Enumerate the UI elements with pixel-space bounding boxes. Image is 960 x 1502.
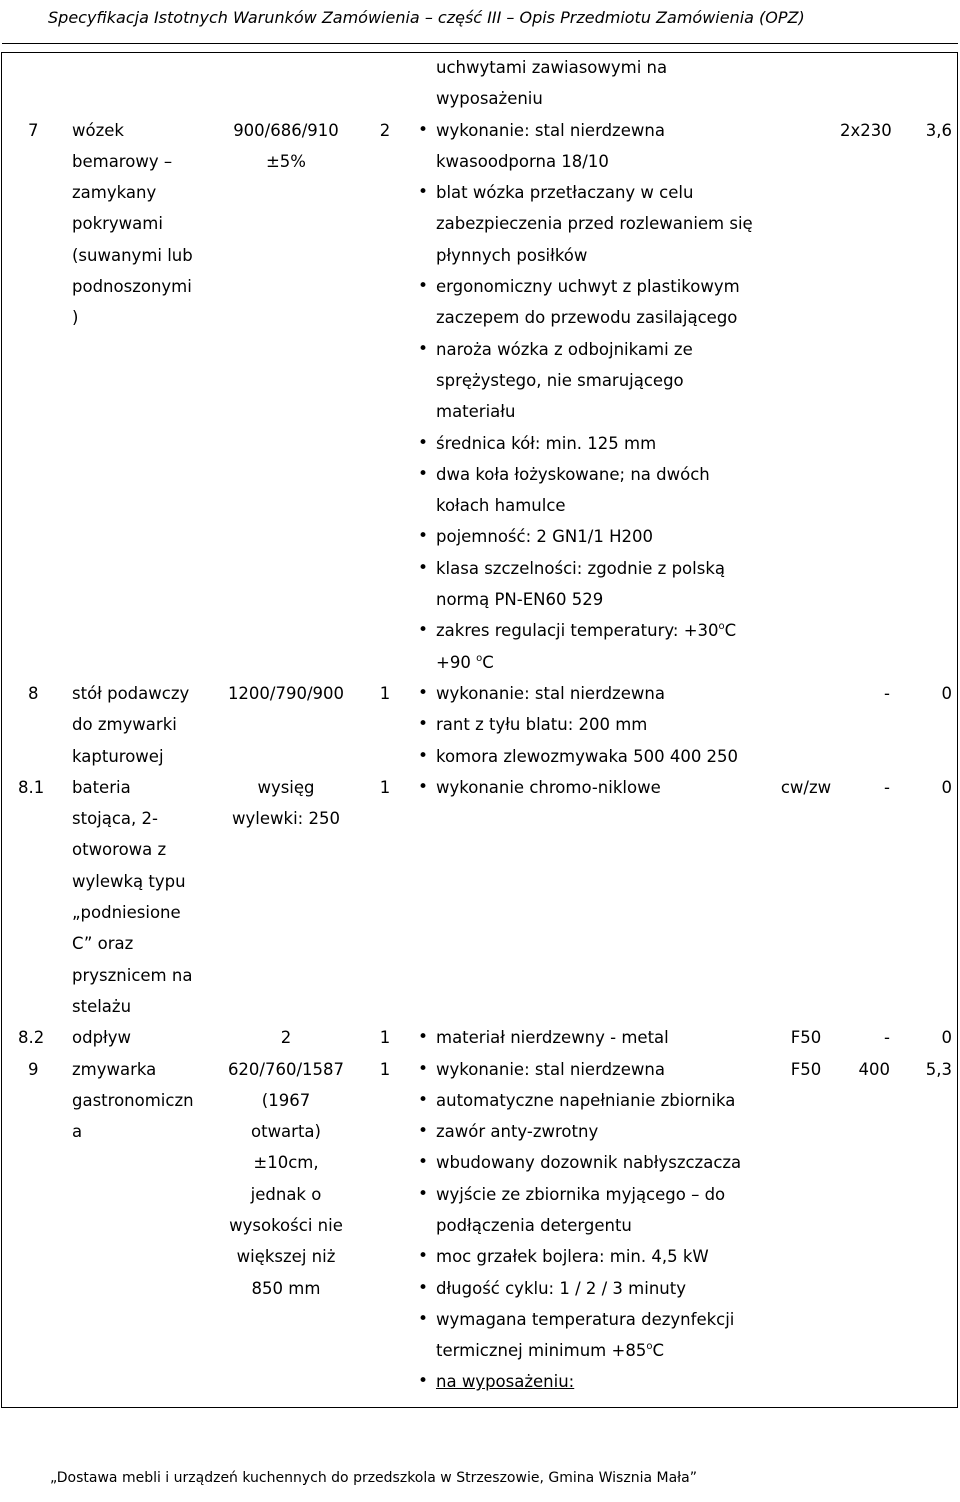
- item-quantity: 1: [379, 1059, 391, 1079]
- dimension-line: ±10cm,: [253, 1153, 319, 1173]
- feature-list: [408, 52, 772, 115]
- feature-item: [408, 177, 772, 271]
- feature-item: [408, 1304, 772, 1367]
- feature-item: [408, 1054, 772, 1085]
- dimension-line: 850 mm: [251, 1278, 321, 1298]
- item-name-line: stojąca, 2-: [72, 809, 158, 829]
- item-number: 9: [28, 1059, 39, 1079]
- feature-line: sprężystego, nie smarującego: [436, 370, 684, 390]
- feature-line: • wykonanie: stal nierdzewna: [436, 1059, 665, 1079]
- item-number: 8: [28, 683, 39, 703]
- feature-item: [408, 1022, 772, 1053]
- feature-line: [436, 647, 772, 678]
- feature-list: [408, 1022, 772, 1053]
- table-row: [2, 1022, 958, 1053]
- item-name-line: prysznicem na: [72, 965, 193, 985]
- feature-item: [408, 1085, 772, 1116]
- feature-list: [408, 678, 772, 772]
- feature-line: • długość cyklu: 1 / 2 / 3 minuty: [436, 1278, 686, 1298]
- feature-line: • średnica kół: min. 125 mm: [436, 433, 657, 453]
- feature-item: [408, 1147, 772, 1178]
- item-power: -: [884, 683, 890, 703]
- dimension-line: wylewki: 250: [232, 809, 340, 829]
- temperature-unit: C: [482, 652, 494, 672]
- item-name-line: kapturowej: [72, 746, 164, 766]
- feature-line: • wbudowany dozownik nabłyszczacza: [436, 1153, 742, 1173]
- feature-line: wyposażeniu: [436, 89, 543, 109]
- feature-item: [408, 115, 772, 178]
- feature-line: zabezpieczenia przed rozlewaniem się: [436, 214, 753, 234]
- item-name-line: do zmywarki: [72, 715, 177, 735]
- feature-item: [408, 741, 772, 772]
- item-name-line: otworowa z: [72, 840, 167, 860]
- item-quantity: 2: [379, 120, 391, 140]
- feature-line: zaczepem do przewodu zasilającego: [436, 308, 738, 328]
- item-dimensions: [210, 115, 362, 678]
- table-row-continuation: [2, 52, 958, 115]
- feature-line: • moc grzałek bojlera: min. 4,5 kW: [436, 1247, 709, 1267]
- dimension-line: większej niż: [236, 1247, 336, 1267]
- item-connection: [772, 115, 840, 678]
- temperature-range-to: +90: [436, 652, 471, 672]
- item-name-line: ): [72, 308, 79, 328]
- header-title: Specyfikacja Istotnych Warunków Zamówienia – część III – Opis Przedmiotu Zamówienia (OPZ): [48, 8, 805, 27]
- temperature-range-from: zakres regulacji temperatury: +30: [436, 621, 719, 641]
- feature-item: [408, 459, 772, 522]
- dimension-line: 1200/790/900: [227, 683, 345, 703]
- item-name-line: odpływ: [72, 1028, 131, 1048]
- item-area: 3,6: [925, 120, 952, 140]
- table-row: [2, 1054, 958, 1398]
- table-border-bottom: [1, 1407, 958, 1408]
- feature-line: normą PN-EN60 529: [436, 590, 604, 610]
- item-name-line: C” oraz: [72, 934, 134, 954]
- item-number: 7: [28, 120, 39, 140]
- feature-item: [408, 553, 772, 616]
- feature-line: płynnych posiłków: [436, 245, 588, 265]
- feature-item: [408, 1179, 772, 1242]
- feature-list: [408, 115, 772, 678]
- item-quantity: 1: [379, 777, 391, 797]
- dimension-line: jednak o: [250, 1184, 322, 1204]
- feature-line: • materiał nierdzewny - metal: [436, 1028, 669, 1048]
- feature-line: materiału: [436, 402, 516, 422]
- feature-item: [408, 521, 772, 552]
- degree-sign: o: [646, 1341, 653, 1353]
- feature-line: • automatyczne napełnianie zbiornika: [436, 1090, 736, 1110]
- item-area: 0: [941, 1028, 952, 1048]
- feature-item: [408, 1241, 772, 1272]
- feature-line: • wykonanie: stal nierdzewna: [436, 120, 665, 140]
- item-connection: [772, 678, 840, 772]
- dimension-line: otwarta): [251, 1122, 321, 1142]
- item-name-line: stół podawczy: [72, 683, 190, 703]
- table-row: [2, 678, 958, 772]
- item-area: 5,3: [925, 1059, 952, 1079]
- feature-line: kwasoodporna 18/10: [436, 151, 609, 171]
- item-number: 8.2: [18, 1028, 45, 1048]
- item-dimensions: [210, 678, 362, 772]
- item-name-line: bateria: [72, 777, 131, 797]
- item-connection: F50: [790, 1028, 822, 1048]
- feature-line: [436, 1335, 772, 1366]
- item-power: 2x230: [840, 120, 892, 140]
- item-name-line: podnoszonymi: [72, 277, 192, 297]
- feature-line: • wykonanie: stal nierdzewna: [436, 683, 665, 703]
- item-power: 400: [858, 1059, 890, 1079]
- item-name: [70, 1022, 210, 1053]
- feature-line: • naroża wózka z odbojnikami ze: [436, 339, 693, 359]
- item-name: [70, 678, 210, 772]
- degree-sign: o: [476, 652, 483, 664]
- feature-line: kołach hamulce: [436, 496, 566, 516]
- feature-line: • pojemność: 2 GN1/1 H200: [436, 527, 653, 547]
- item-quantity: 1: [379, 1028, 391, 1048]
- header-rule: [2, 43, 958, 44]
- item-name-line: zmywarka: [72, 1059, 157, 1079]
- item-name: [70, 115, 210, 678]
- dimension-line: 2: [280, 1028, 292, 1048]
- item-area: 0: [941, 777, 952, 797]
- item-name-line: wózek: [72, 120, 124, 140]
- feature-item: [408, 428, 772, 459]
- feature-item: [408, 772, 772, 803]
- feature-line: • blat wózka przetłaczany w celu: [436, 183, 694, 203]
- item-name-line: (suwanymi lub: [72, 245, 193, 265]
- item-name-line: pokrywami: [72, 214, 163, 234]
- dimension-line: wysokości nie: [229, 1215, 343, 1235]
- item-name-line: „podniesione: [72, 903, 181, 923]
- feature-line: • wykonanie chromo-niklowe: [436, 777, 661, 797]
- feature-line: podłączenia detergentu: [436, 1215, 632, 1235]
- specification-table: [2, 52, 958, 1398]
- item-power: -: [884, 1028, 890, 1048]
- item-name-line: gastronomiczn: [72, 1090, 194, 1110]
- temperature-unit: C: [652, 1341, 664, 1361]
- feature-item: [408, 1273, 772, 1304]
- feature-item: [408, 271, 772, 334]
- feature-item: [408, 678, 772, 709]
- dimension-line: 900/686/910: [233, 120, 339, 140]
- feature-item: [408, 1366, 772, 1397]
- item-dimensions: [210, 1054, 362, 1398]
- temperature-minimum: termicznej minimum +85: [436, 1341, 647, 1361]
- item-name-line: a: [72, 1122, 83, 1142]
- table-row: [2, 772, 958, 1022]
- feature-item: [408, 709, 772, 740]
- feature-line: • rant z tyłu blatu: 200 mm: [436, 715, 648, 735]
- item-name: [70, 1054, 210, 1398]
- feature-line: • zawór anty-zwrotny: [436, 1122, 599, 1142]
- dimension-line: 620/760/1587: [227, 1059, 345, 1079]
- item-name-line: bemarowy –: [72, 151, 173, 171]
- item-name-line: wylewką typu: [72, 871, 186, 891]
- item-dimensions: [210, 1022, 362, 1053]
- item-name-line: zamykany: [72, 183, 157, 203]
- item-number: 8.1: [18, 777, 45, 797]
- feature-list: [408, 1054, 772, 1398]
- item-power: -: [884, 777, 890, 797]
- feature-line: • klasa szczelności: zgodnie z polską: [436, 558, 725, 578]
- document-header: [0, 0, 960, 44]
- footer-text: „Dostawa mebli i urządzeń kuchennych do przedszkola w Strzeszowie, Gmina Wisznia Mała”: [50, 1470, 697, 1486]
- item-area: 0: [941, 683, 952, 703]
- degree-sign: o: [718, 621, 725, 633]
- feature-item: [408, 334, 772, 428]
- item-quantity: 1: [379, 683, 391, 703]
- dimension-line: ±5%: [265, 151, 306, 171]
- document-footer: [0, 1470, 960, 1486]
- item-name-line: stelażu: [72, 996, 132, 1016]
- feature-line: • ergonomiczny uchwyt z plastikowym: [436, 277, 740, 297]
- feature-line: • komora zlewozmywaka 500 400 250: [436, 746, 739, 766]
- table-row: [2, 115, 958, 678]
- feature-line: • na wyposażeniu:: [436, 1372, 575, 1392]
- dimension-line: (1967: [261, 1090, 311, 1110]
- feature-line: • wymagana temperatura dezynfekcji: [436, 1309, 735, 1329]
- feature-item: [408, 615, 772, 678]
- temperature-unit: C: [724, 621, 737, 641]
- feature-item: [408, 1116, 772, 1147]
- feature-list: [408, 772, 772, 803]
- feature-line: • dwa koła łożyskowane; na dwóch: [436, 464, 710, 484]
- dimension-line: wysięg: [257, 777, 315, 797]
- feature-line: uchwytami zawiasowymi na: [436, 58, 668, 77]
- feature-line: • wyjście ze zbiornika myjącego – do: [436, 1184, 726, 1204]
- feature-line: [436, 615, 772, 646]
- item-connection: F50: [790, 1059, 822, 1079]
- item-name: [70, 772, 210, 1022]
- item-dimensions: [210, 772, 362, 1022]
- item-connection: cw/zw: [780, 777, 832, 797]
